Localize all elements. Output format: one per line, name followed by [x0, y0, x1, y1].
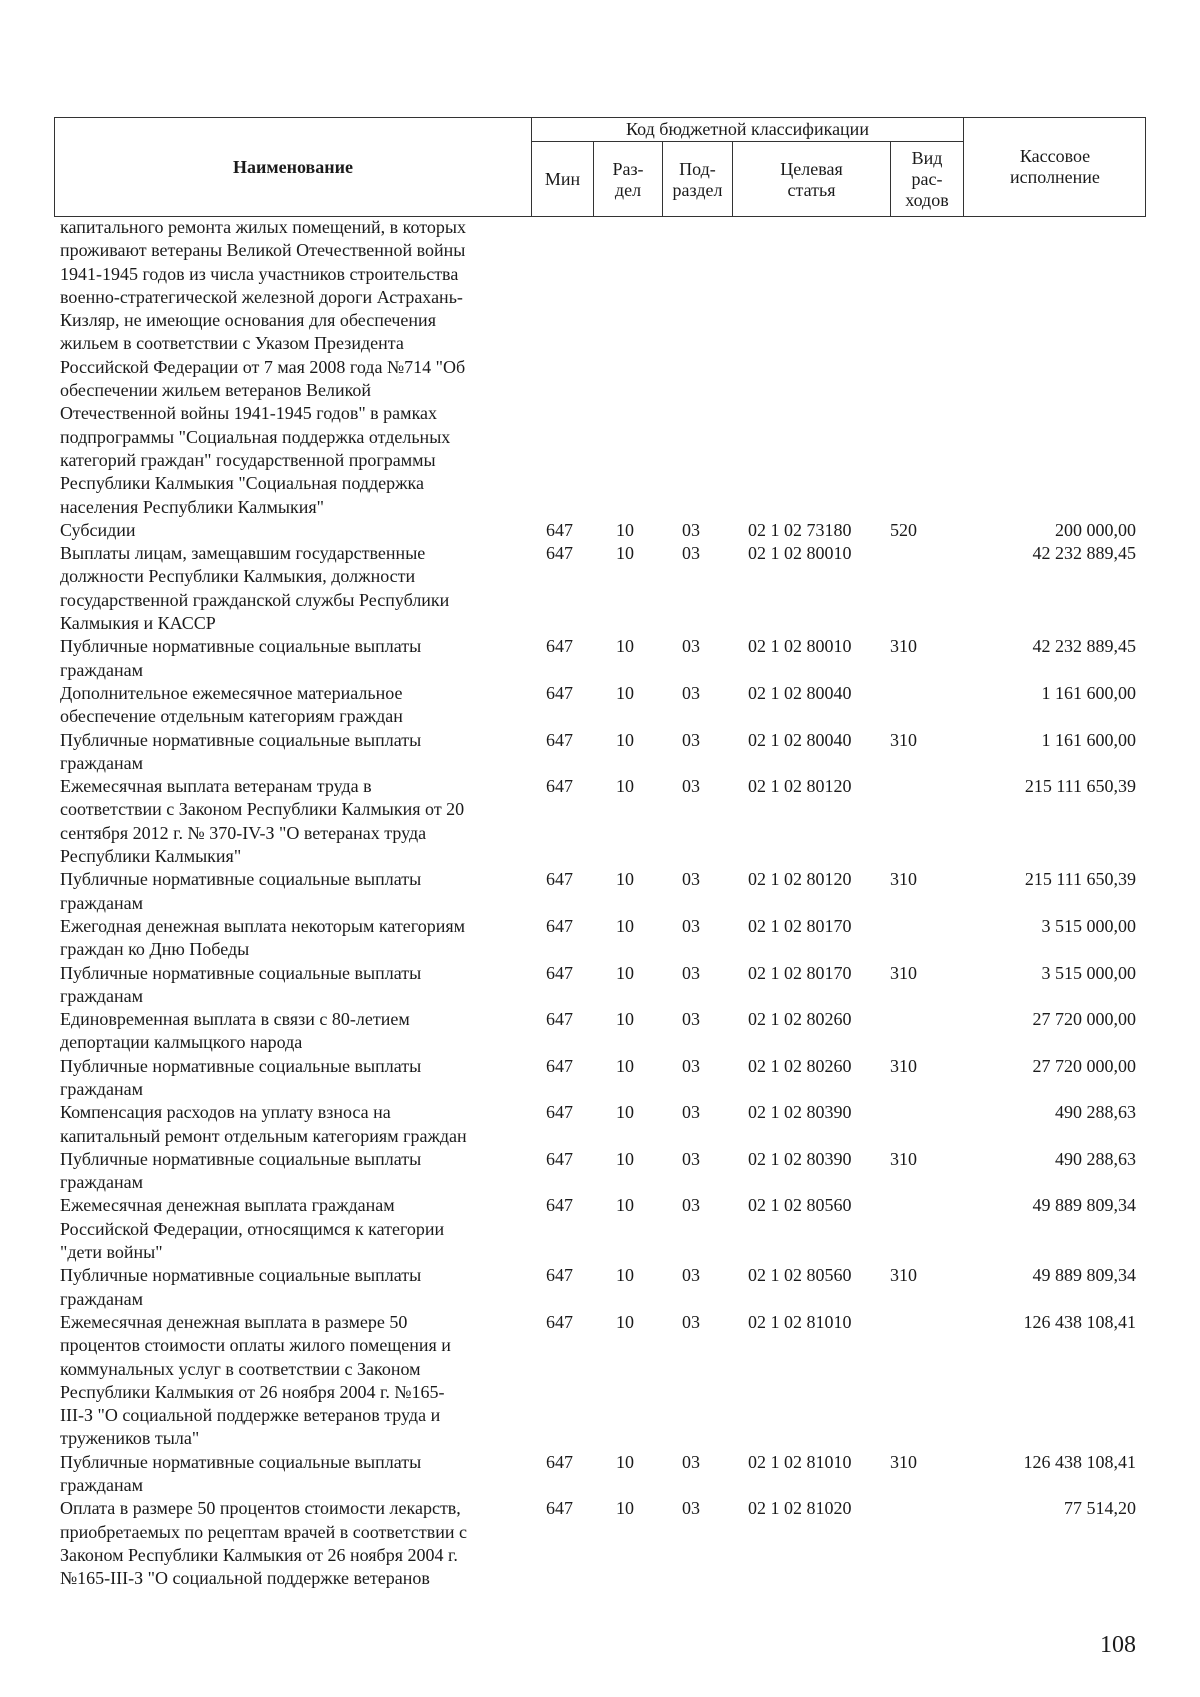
row-podrazdel: 03	[682, 915, 700, 936]
row-podrazdel: 03	[682, 636, 700, 657]
row-amount: 126 438 108,41	[1023, 1311, 1136, 1332]
row-razdel: 10	[616, 682, 634, 703]
table-row	[60, 682, 1140, 729]
row-amount: 3 515 000,00	[1041, 962, 1136, 983]
table-row	[60, 1008, 1140, 1055]
row-name: Публичные нормативные социальные выплаты гражданам	[60, 636, 422, 680]
row-min: 647	[546, 962, 573, 983]
row-razdel: 10	[616, 776, 634, 797]
row-amount: 126 438 108,41	[1023, 1451, 1136, 1472]
header-col-celevaya: Целевая статья	[780, 158, 843, 200]
row-vid: 310	[890, 729, 917, 750]
table-row	[60, 1311, 1140, 1451]
row-min: 647	[546, 543, 573, 564]
row-celevaya: 02 1 02 80040	[748, 682, 852, 703]
row-vid: 310	[890, 1451, 917, 1472]
row-podrazdel: 03	[682, 543, 700, 564]
row-celevaya: 02 1 02 80390	[748, 1102, 852, 1123]
table-body	[60, 216, 1140, 1591]
row-amount: 77 514,20	[1064, 1498, 1136, 1519]
table-row	[60, 542, 1140, 635]
row-vid: 520	[890, 519, 917, 540]
row-celevaya: 02 1 02 80010	[748, 636, 852, 657]
row-name: Публичные нормативные социальные выплаты гражданам	[60, 1055, 422, 1099]
row-vid: 310	[890, 1055, 917, 1076]
row-celevaya: 02 1 02 81010	[748, 1451, 852, 1472]
row-min: 647	[546, 1009, 573, 1030]
row-name: Публичные нормативные социальные выплаты гражданам	[60, 1451, 422, 1496]
row-podrazdel: 03	[682, 962, 700, 983]
row-name: Ежемесячная выплата ветеранам труда в соответствии с Законом Республики Калмыкия от 20 сентября 2012 г. № 370-IV-З "О ветеранах труда Республики Калмыкия"	[60, 776, 465, 867]
row-min: 647	[546, 915, 573, 936]
row-min: 647	[546, 869, 573, 890]
row-name: Публичные нормативные социальные выплаты гражданам	[60, 1148, 422, 1193]
row-min: 647	[546, 1451, 573, 1472]
row-razdel: 10	[616, 519, 634, 540]
row-razdel: 10	[616, 1195, 634, 1216]
row-podrazdel: 03	[682, 1195, 700, 1216]
row-razdel: 10	[616, 1311, 634, 1332]
row-celevaya: 02 1 02 80040	[748, 729, 852, 750]
row-name: Публичные нормативные социальные выплаты гражданам	[60, 729, 422, 773]
row-podrazdel: 03	[682, 682, 700, 703]
row-name: Выплаты лицам, замещавшим государственные должности Республики Калмыкия, должности государственной гражданской службы Республики Калмыкия и КАССР	[60, 543, 450, 634]
table-row	[60, 868, 1140, 915]
row-razdel: 10	[616, 1055, 634, 1076]
row-razdel: 10	[616, 636, 634, 657]
row-podrazdel: 03	[682, 1102, 700, 1123]
row-name: Оплата в размере 50 процентов стоимости лекарств, приобретаемых по рецептам врачей в соответствии с Законом Республики Калмыкия от 26 ноября 2004 г. №165-III-З "О социальной поддержке ветеранов	[60, 1498, 467, 1589]
row-razdel: 10	[616, 543, 634, 564]
row-celevaya: 02 1 02 81020	[748, 1498, 852, 1519]
row-podrazdel: 03	[682, 1265, 700, 1286]
table-row	[60, 635, 1140, 682]
row-min: 647	[546, 1498, 573, 1519]
row-vid: 310	[890, 1148, 917, 1169]
row-amount: 42 232 889,45	[1032, 636, 1136, 657]
row-celevaya: 02 1 02 80170	[748, 915, 852, 936]
row-podrazdel: 03	[682, 1311, 700, 1332]
row-amount: 49 889 809,34	[1032, 1265, 1136, 1286]
row-celevaya: 02 1 02 80120	[748, 776, 852, 797]
row-min: 647	[546, 1195, 573, 1216]
row-min: 647	[546, 1102, 573, 1123]
row-min: 647	[546, 1311, 573, 1332]
header-col-vid: Вид рас- ходов	[905, 148, 949, 210]
row-razdel: 10	[616, 729, 634, 750]
table-row	[60, 729, 1140, 776]
row-min: 647	[546, 776, 573, 797]
row-celevaya: 02 1 02 81010	[748, 1311, 852, 1332]
row-name: Субсидии	[60, 519, 136, 540]
table-row	[60, 915, 1140, 962]
header-col-min: Мин	[544, 169, 581, 189]
row-amount: 42 232 889,45	[1032, 543, 1136, 564]
page-number: 108	[1100, 1632, 1136, 1658]
table-row	[60, 1194, 1140, 1264]
row-min: 647	[546, 519, 573, 540]
row-podrazdel: 03	[682, 1009, 700, 1030]
row-razdel: 10	[616, 1009, 634, 1030]
row-podrazdel: 03	[682, 869, 700, 890]
row-celevaya: 02 1 02 80010	[748, 543, 852, 564]
table-row	[60, 216, 1140, 519]
row-amount: 490 288,63	[1055, 1148, 1136, 1169]
row-min: 647	[546, 1148, 573, 1169]
row-celevaya: 02 1 02 80170	[748, 962, 852, 983]
row-vid: 310	[890, 1265, 917, 1286]
row-min: 647	[546, 636, 573, 657]
header-col-podrazdel: Под- раздел	[672, 158, 723, 200]
row-min: 647	[546, 1265, 573, 1286]
row-celevaya: 02 1 02 80560	[748, 1265, 852, 1286]
row-celevaya: 02 1 02 73180	[748, 519, 852, 540]
table-row	[60, 775, 1140, 868]
row-amount: 27 720 000,00	[1032, 1055, 1136, 1076]
row-name: Дополнительное ежемесячное материальное обеспечение отдельным категориям граждан	[60, 682, 403, 727]
row-podrazdel: 03	[682, 729, 700, 750]
table-row	[60, 1451, 1140, 1498]
row-celevaya: 02 1 02 80120	[748, 869, 852, 890]
row-name: Публичные нормативные социальные выплаты гражданам	[60, 962, 422, 1006]
row-amount: 490 288,63	[1055, 1102, 1136, 1123]
row-min: 647	[546, 1055, 573, 1076]
table-row	[60, 1055, 1140, 1102]
row-podrazdel: 03	[682, 1498, 700, 1519]
row-min: 647	[546, 682, 573, 703]
row-podrazdel: 03	[682, 1451, 700, 1472]
row-amount: 49 889 809,34	[1032, 1195, 1136, 1216]
row-vid: 310	[890, 869, 917, 890]
header-col-razdel: Раз- дел	[612, 158, 644, 200]
row-amount: 3 515 000,00	[1041, 915, 1136, 936]
table-row	[60, 519, 1140, 542]
row-razdel: 10	[616, 1498, 634, 1519]
row-celevaya: 02 1 02 80260	[748, 1055, 852, 1076]
row-amount: 215 111 650,39	[1024, 776, 1136, 797]
row-podrazdel: 03	[682, 776, 700, 797]
row-razdel: 10	[616, 1265, 634, 1286]
header-name-label: Наименование	[233, 156, 353, 177]
row-min: 647	[546, 729, 573, 750]
row-podrazdel: 03	[682, 1055, 700, 1076]
row-name: Компенсация расходов на уплату взноса на капитальный ремонт отдельным категориям граждан	[60, 1102, 467, 1146]
row-celevaya: 02 1 02 80560	[748, 1195, 852, 1216]
row-amount: 1 161 600,00	[1041, 729, 1136, 750]
row-celevaya: 02 1 02 80260	[748, 1009, 852, 1030]
row-name: Публичные нормативные социальные выплаты гражданам	[60, 869, 422, 913]
row-amount: 27 720 000,00	[1032, 1009, 1136, 1030]
row-razdel: 10	[616, 915, 634, 936]
row-amount: 215 111 650,39	[1024, 869, 1136, 890]
row-name: Ежегодная денежная выплата некоторым категориям граждан ко Дню Победы	[60, 915, 465, 960]
row-razdel: 10	[616, 1148, 634, 1169]
row-razdel: 10	[616, 869, 634, 890]
row-name: Публичные нормативные социальные выплаты гражданам	[60, 1265, 422, 1309]
row-razdel: 10	[616, 1451, 634, 1472]
row-razdel: 10	[616, 1102, 634, 1123]
row-vid: 310	[890, 962, 917, 983]
row-razdel: 10	[616, 962, 634, 983]
table-row	[60, 1101, 1140, 1148]
row-name: Ежемесячная денежная выплата в размере 50 процентов стоимости оплаты жилого помещения и коммунальных услуг в соответствии с Законом Республики Калмыкия от 26 ноября 2004 г. №165- III-З "О социальной поддержке ветеранов труда и тружеников тыла"	[60, 1311, 451, 1449]
row-podrazdel: 03	[682, 519, 700, 540]
header-group-label: Код бюджетной классификации	[626, 119, 869, 139]
row-celevaya: 02 1 02 80390	[748, 1148, 852, 1169]
table-row	[60, 962, 1140, 1009]
table-row	[60, 1264, 1140, 1311]
row-amount: 200 000,00	[1055, 519, 1136, 540]
row-podrazdel: 03	[682, 1148, 700, 1169]
row-vid: 310	[890, 636, 917, 657]
row-name: Ежемесячная денежная выплата гражданам Российской Федерации, относящимся к категории "дети войны"	[60, 1195, 445, 1263]
header-col-amount: Кассовое исполнение	[1010, 146, 1100, 187]
table-row	[60, 1497, 1140, 1590]
row-amount: 1 161 600,00	[1041, 682, 1136, 703]
row-name: капитального ремонта жилых помещений, в которых проживают ветераны Великой Отечественной войны 1941-1945 годов из числа участников строительства военно-стратегической железной дороги Астрахань- Кизляр, не имеющие основания для обеспечения жильем в соответствии с Указом Президента Российской Федерации от 7 мая 2008 года №714 "Об обеспечении жильем ветеранов Великой Отечественной войны 1941-1945 годов" в рамках подпрограммы "Социальная поддержка отдельных категорий граждан" государственной программы Республики Калмыкия "Социальная поддержка населения Республики Калмыкия"	[60, 217, 466, 517]
row-name: Единовременная выплата в связи с 80-летием депортации калмыцкого народа	[60, 1009, 410, 1053]
table-row	[60, 1148, 1140, 1195]
